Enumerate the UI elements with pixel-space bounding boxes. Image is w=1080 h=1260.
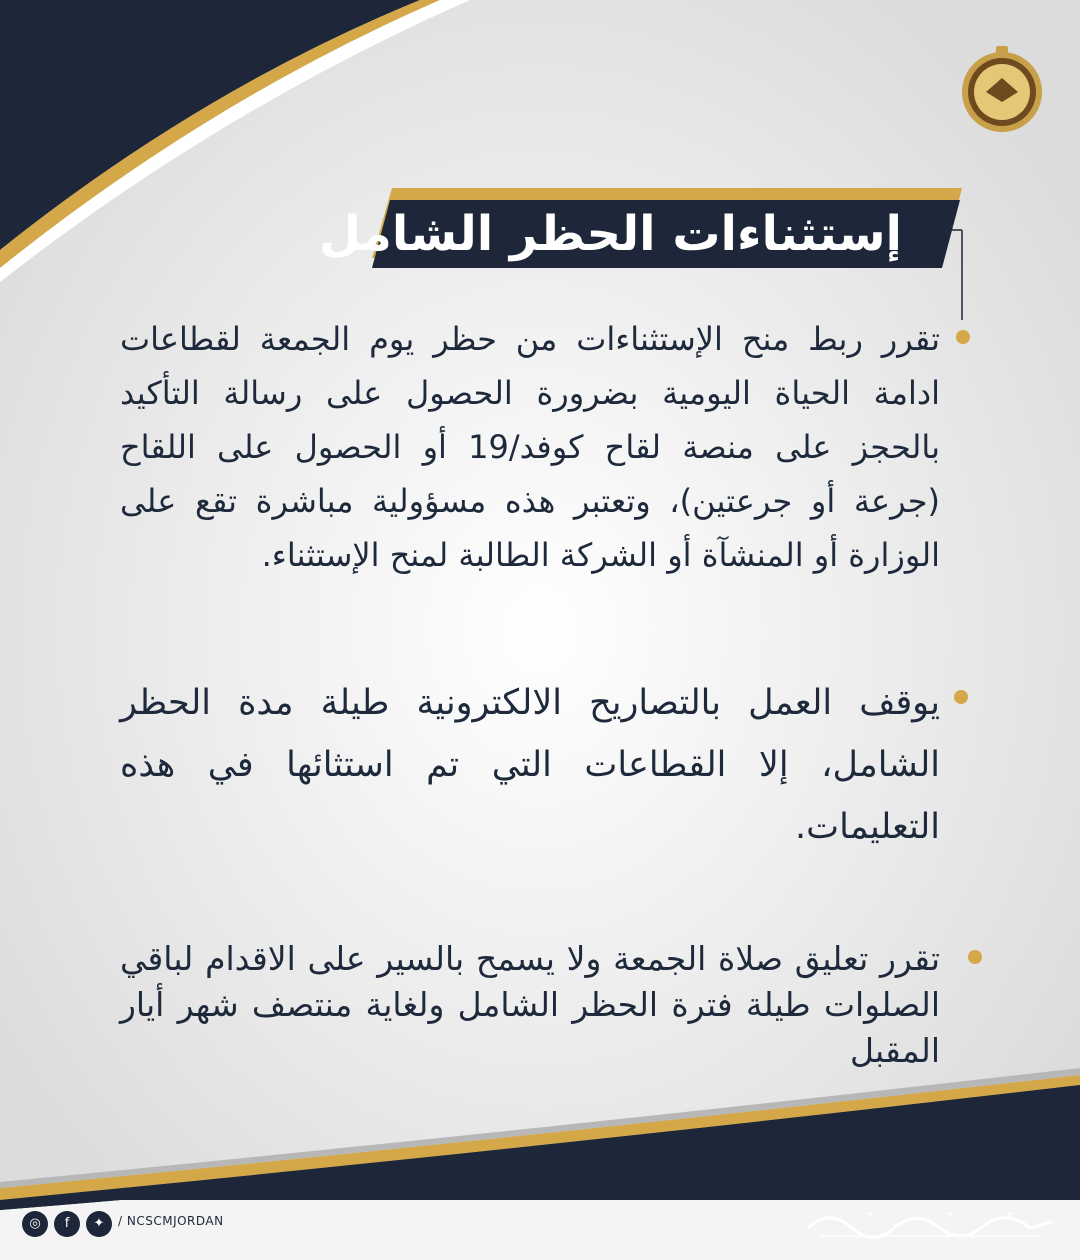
organization-signature-logo (800, 1198, 1060, 1246)
emblem-logo (956, 38, 1048, 138)
bullet-icon (968, 950, 982, 964)
bullet-icon (954, 690, 968, 704)
bullet-text-3: تقرر تعليق صلاة الجمعة ولا يسمح بالسير على الاقدام لباقي الصلوات طيلة فترة الحظر الشامل ولغاية منتصف شهر أيار المقبل (120, 939, 940, 1070)
facebook-icon[interactable]: f (54, 1211, 80, 1237)
title-banner (319, 188, 962, 284)
social-handle[interactable]: / NCSCMJORDAN (118, 1214, 224, 1228)
page-title: إستثناءات الحظر الشامل (319, 206, 902, 262)
bullet-text-2: يوقف العمل بالتصاريح الالكترونية طيلة مدة الحظر الشامل، إلا القطاعات التي تم استثائها في هذه التعليمات. (120, 683, 940, 847)
instagram-icon[interactable]: ◎ (22, 1211, 48, 1237)
twitter-icon[interactable]: ✦ (86, 1211, 112, 1237)
bullet-icon (956, 330, 970, 344)
bullet-text-1: تقرر ربط منح الإستثناءات من حظر يوم الجمعة لقطاعات ادامة الحياة اليومية بضرورة الحصول على رسالة التأكيد بالحجز على منصة لقاح كوفد/19 أو الحصول على اللقاح (جرعة أو جرعتين)، وتعتبر هذه مسؤولية مباشرة تقع على الوزارة أو المنشآة أو الشركة الطالبة لمنح الإستثناء. (120, 320, 940, 574)
